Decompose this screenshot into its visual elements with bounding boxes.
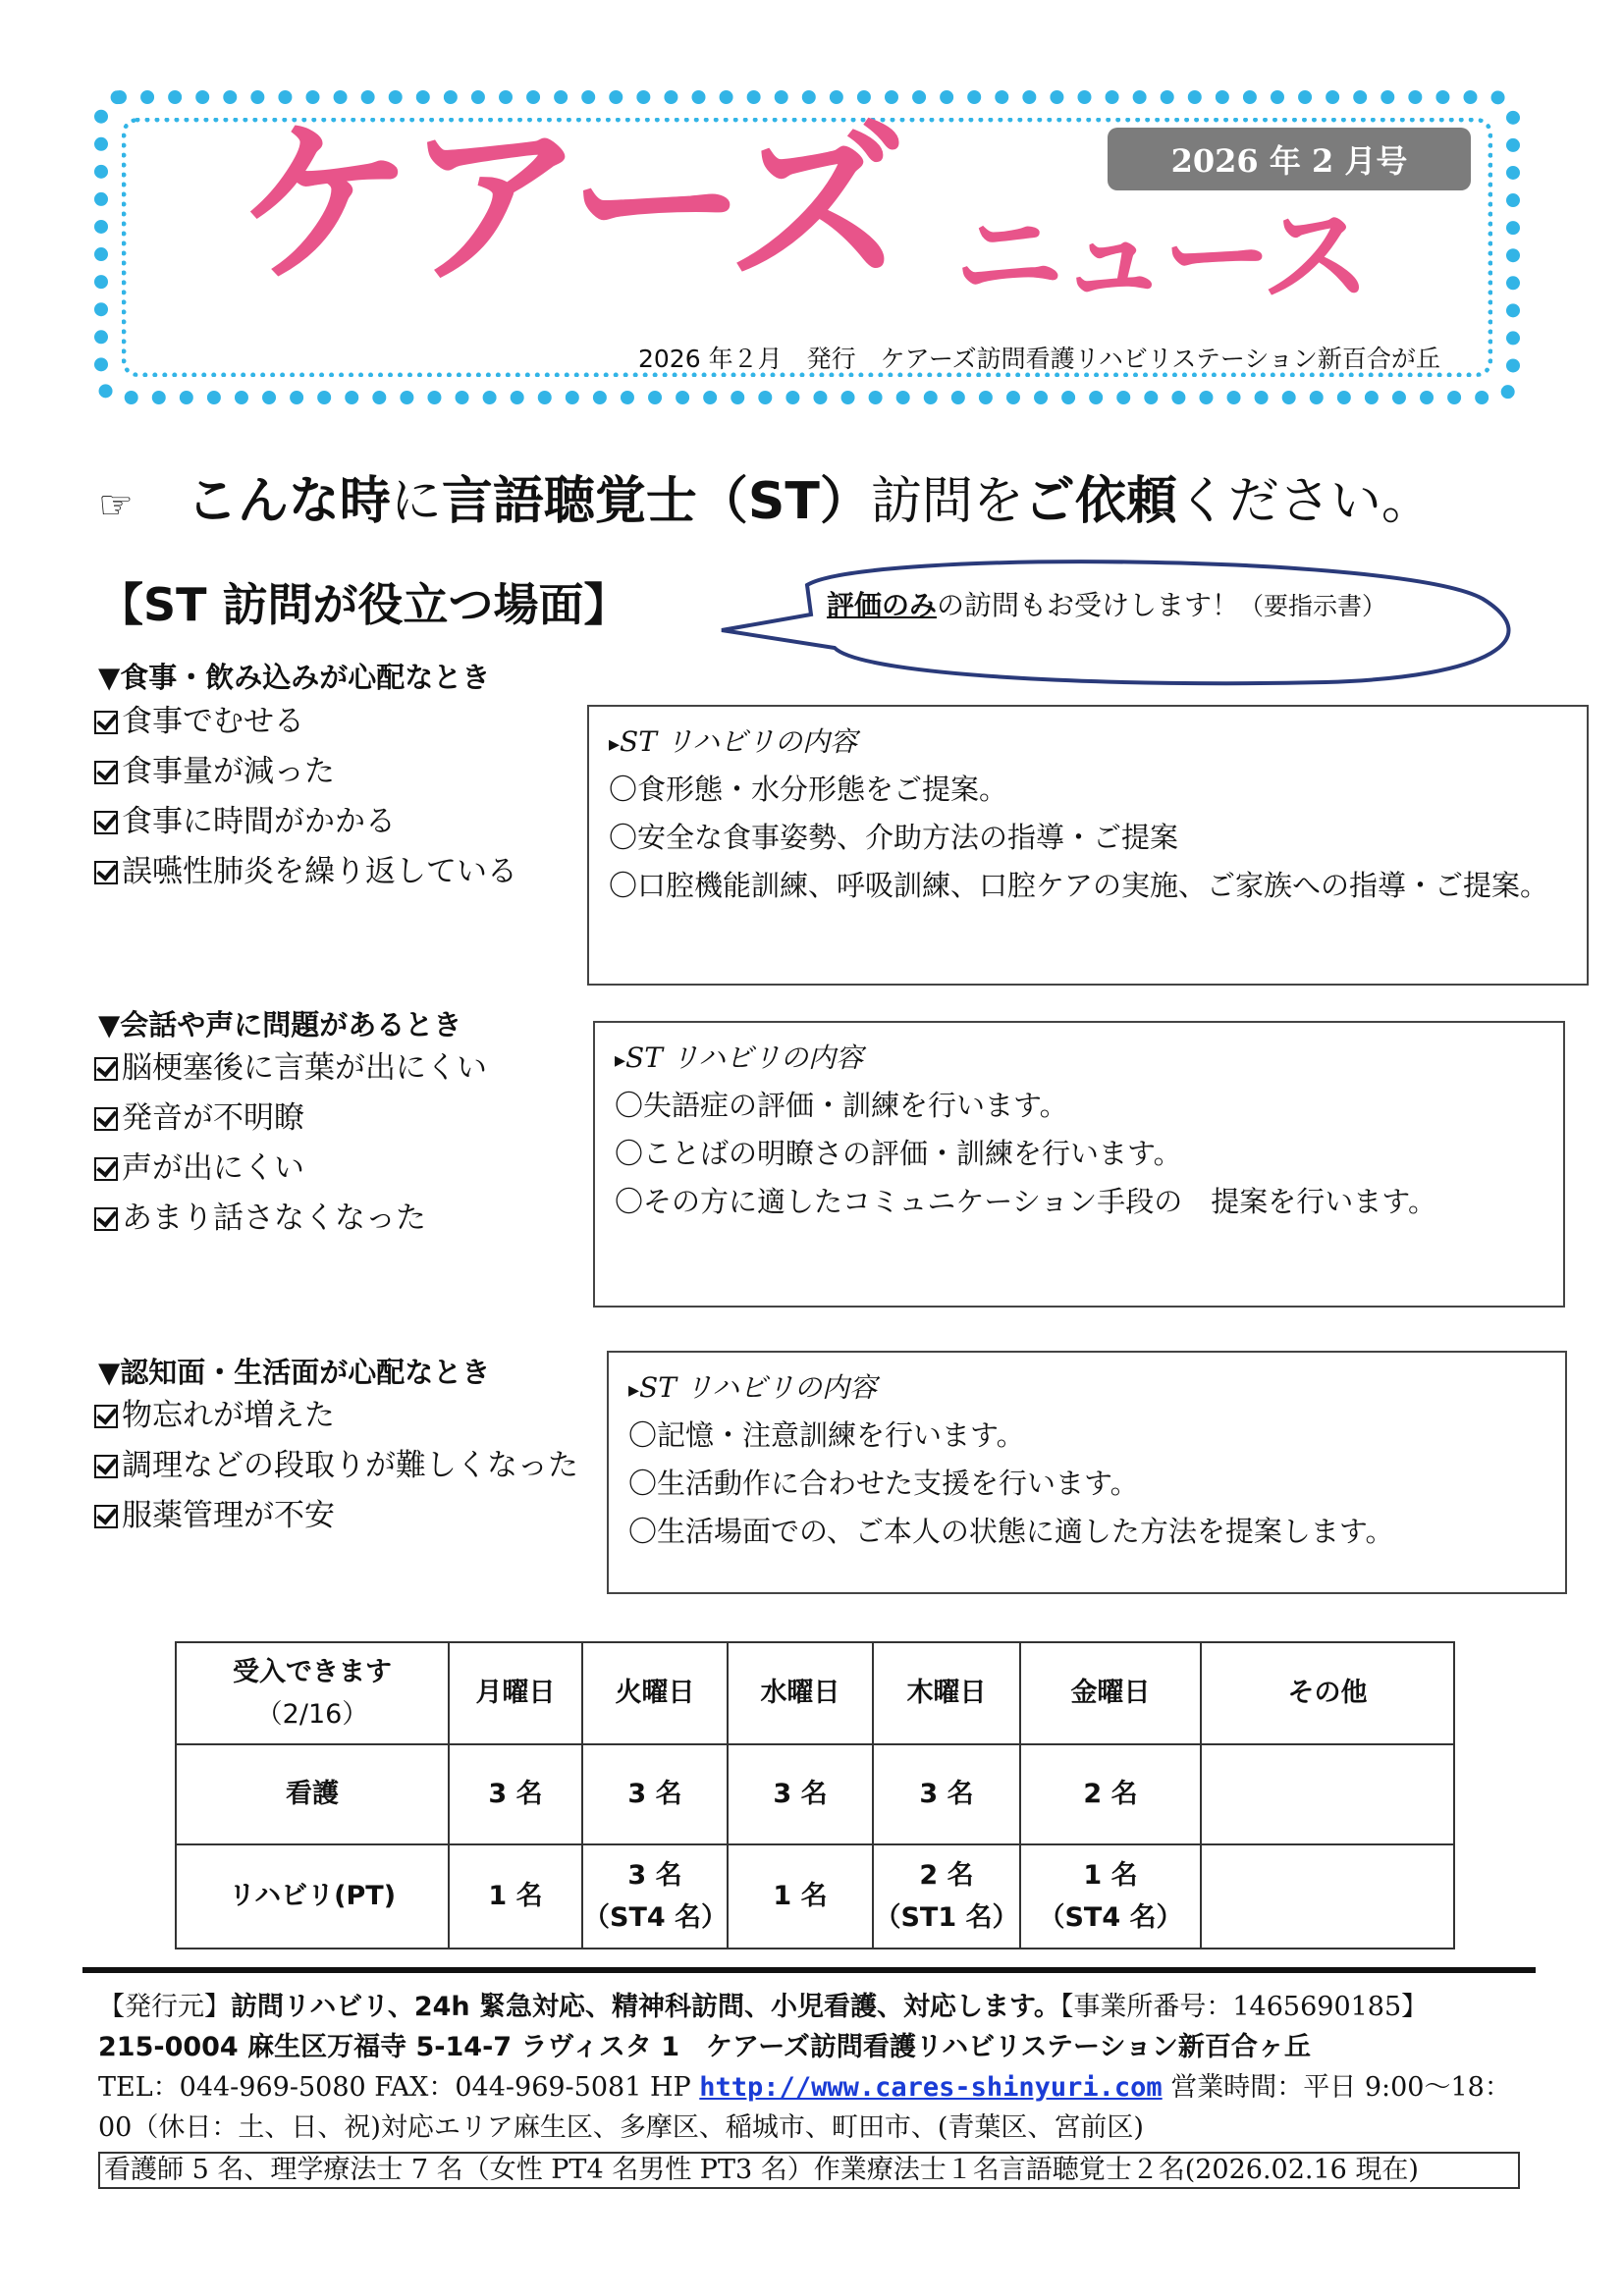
- issue-badge: 2026 年 2 月号: [1108, 128, 1471, 190]
- table-cell: 3 名: [728, 1744, 873, 1844]
- table-header-row: [176, 1642, 1454, 1744]
- footer-divider: [82, 1967, 1536, 1973]
- scene-heading-speech: ▼会話や声に問題があるとき: [98, 1008, 462, 1041]
- table-row: [176, 1744, 1454, 1844]
- box-line: 〇生活動作に合わせた支援を行います。: [628, 1467, 1139, 1500]
- section-title: 【ST 訪問が役立つ場面】: [98, 578, 629, 631]
- address-line: 215-0004 麻生区万福寺 5-14-7 ラヴィスタ 1 ケアーズ訪問看護リハビリステーション新百合ヶ丘: [98, 2032, 1311, 2062]
- table-cell: 3 名 （ST4 名）: [582, 1844, 728, 1949]
- table-row-label: 看護: [176, 1744, 449, 1844]
- pointing-hand-icon: ☞: [98, 483, 134, 528]
- table-cell: 3 名: [582, 1744, 728, 1844]
- checkbox-checked-icon: [94, 1107, 118, 1131]
- st-content-box-eating: [587, 705, 1589, 986]
- headline-part: 訪問を: [870, 472, 1024, 531]
- table-day-header: 水曜日: [728, 1642, 873, 1744]
- homepage-link[interactable]: http://www.cares-shinyuri.com: [699, 2072, 1163, 2103]
- scene-heading-cognition: ▼認知面・生活面が心配なとき: [98, 1356, 491, 1389]
- table-cell: [1201, 1744, 1454, 1844]
- headline-part: ください。: [1176, 472, 1433, 531]
- table-day-header: その他: [1201, 1642, 1454, 1744]
- st-content-box-speech: [593, 1021, 1565, 1308]
- box-title: ▸ST リハビリの内容: [615, 1041, 863, 1074]
- check-item: 声が出にくい: [94, 1144, 487, 1194]
- table-cell: 3 名: [873, 1744, 1020, 1844]
- headline-part: こんな時: [186, 472, 391, 531]
- box-title: ▸ST リハビリの内容: [628, 1371, 877, 1404]
- table-corner-cell: 受入できます （2/16）: [176, 1642, 449, 1744]
- table-row: [176, 1844, 1454, 1949]
- check-item: 服薬管理が不安: [94, 1491, 578, 1541]
- checklist-speech: [94, 1043, 487, 1244]
- table-cell: 1 名: [449, 1844, 582, 1949]
- check-item: 物忘れが増えた: [94, 1391, 578, 1441]
- check-item: あまり話さなくなった: [94, 1194, 487, 1244]
- box-line: 〇その方に適したコミュニケーション手段の 提案を行います。: [615, 1185, 1436, 1218]
- checkbox-checked-icon: [94, 1207, 118, 1231]
- table-cell: 3 名: [449, 1744, 582, 1844]
- staff-summary: 看護師 5 名、理学療法士 7 名（女性 PT4 名男性 PT3 名）作業療法士１名言語聴覚士２名(2026.02.16 現在): [98, 2152, 1520, 2189]
- speech-bubble-text: [827, 584, 1386, 623]
- box-line: 〇失語症の評価・訓練を行います。: [615, 1089, 1068, 1122]
- table-day-header: 火曜日: [582, 1642, 728, 1744]
- checkbox-checked-icon: [94, 1505, 118, 1528]
- check-item: 食事量が減った: [94, 747, 517, 797]
- box-line: 〇口腔機能訓練、呼吸訓練、口腔ケアの実施、ご家族への指導・ご提案。: [609, 869, 1549, 902]
- newsletter-title: ケアーズ: [236, 101, 897, 309]
- checkbox-checked-icon: [94, 1057, 118, 1081]
- table-row-label: リハビリ(PT): [176, 1844, 449, 1949]
- table-cell: 1 名 （ST4 名）: [1020, 1844, 1201, 1949]
- speech-bold: 評価のみ: [827, 589, 938, 621]
- table-day-header: 木曜日: [873, 1642, 1020, 1744]
- speech-rest: の訪問もお受けします！: [937, 589, 1240, 621]
- publisher-info: [98, 1987, 1522, 2148]
- box-line: 〇生活場面での、ご本人の状態に適した方法を提案します。: [628, 1515, 1394, 1548]
- headline-part: ご依頼: [1023, 472, 1177, 531]
- scene-heading-eating: ▼食事・飲み込みが心配なとき: [98, 661, 491, 694]
- speech-note: （要指示書）: [1239, 592, 1387, 620]
- checklist-eating: [94, 697, 517, 897]
- box-title: ▸ST リハビリの内容: [609, 725, 857, 758]
- publisher-line-1: 【発行元】訪問リハビリ、24h 緊急対応、精神科訪問、小児看護、対応します。【事業所番号：1465690185】: [98, 1992, 1429, 2022]
- check-item: 脳梗塞後に言葉が出にくい: [94, 1043, 487, 1094]
- checkbox-checked-icon: [94, 811, 118, 834]
- check-item: 食事に時間がかかる: [94, 797, 517, 847]
- checkbox-checked-icon: [94, 1405, 118, 1428]
- table-day-header: 金曜日: [1020, 1642, 1201, 1744]
- contact-line: TEL：044-969-5080 FAX：044-969-5081 HP http://www.cares-shinyuri.com 営業時間：平日 9:00～18：: [98, 2072, 1511, 2103]
- table-cell: 1 名: [728, 1844, 873, 1949]
- checkbox-checked-icon: [94, 1157, 118, 1181]
- st-content-box-cognition: [607, 1351, 1567, 1594]
- checkbox-checked-icon: [94, 711, 118, 734]
- table-cell: 2 名: [1020, 1744, 1201, 1844]
- checkbox-checked-icon: [94, 1455, 118, 1478]
- headline-part: に: [390, 472, 442, 531]
- check-item: 食事でむせる: [94, 697, 517, 747]
- box-line: 〇ことばの明瞭さの評価・訓練を行います。: [615, 1137, 1182, 1170]
- check-item: 調理などの段取りが難しくなった: [94, 1441, 578, 1491]
- newsletter-subtitle: ニュース: [954, 193, 1366, 321]
- box-line: 〇安全な食事姿勢、介助方法の指導・ご提案: [609, 821, 1179, 854]
- check-item: 誤嚥性肺炎を繰り返している: [94, 847, 517, 897]
- issuer-line: 2026 年２月 発行 ケアーズ訪問看護リハビリステーション新百合が丘: [638, 345, 1440, 373]
- hours-area-line: 00（休日：土、日、祝)対応エリア麻生区、多摩区、稲城市、町田市、(青葉区、宮前区): [98, 2112, 1144, 2143]
- table-day-header: 月曜日: [449, 1642, 582, 1744]
- headline-part: 言語聴覚士（ST）: [441, 472, 871, 531]
- box-line: 〇記憶・注意訓練を行います。: [628, 1418, 1025, 1452]
- availability-table: [175, 1641, 1455, 1949]
- checkbox-checked-icon: [94, 861, 118, 884]
- checklist-cognition: [94, 1391, 578, 1541]
- check-item: 発音が不明瞭: [94, 1094, 487, 1144]
- checkbox-checked-icon: [94, 761, 118, 784]
- box-line: 〇食形態・水分形態をご提案。: [609, 773, 1008, 806]
- table-cell: [1201, 1844, 1454, 1949]
- table-cell: 2 名 （ST1 名）: [873, 1844, 1020, 1949]
